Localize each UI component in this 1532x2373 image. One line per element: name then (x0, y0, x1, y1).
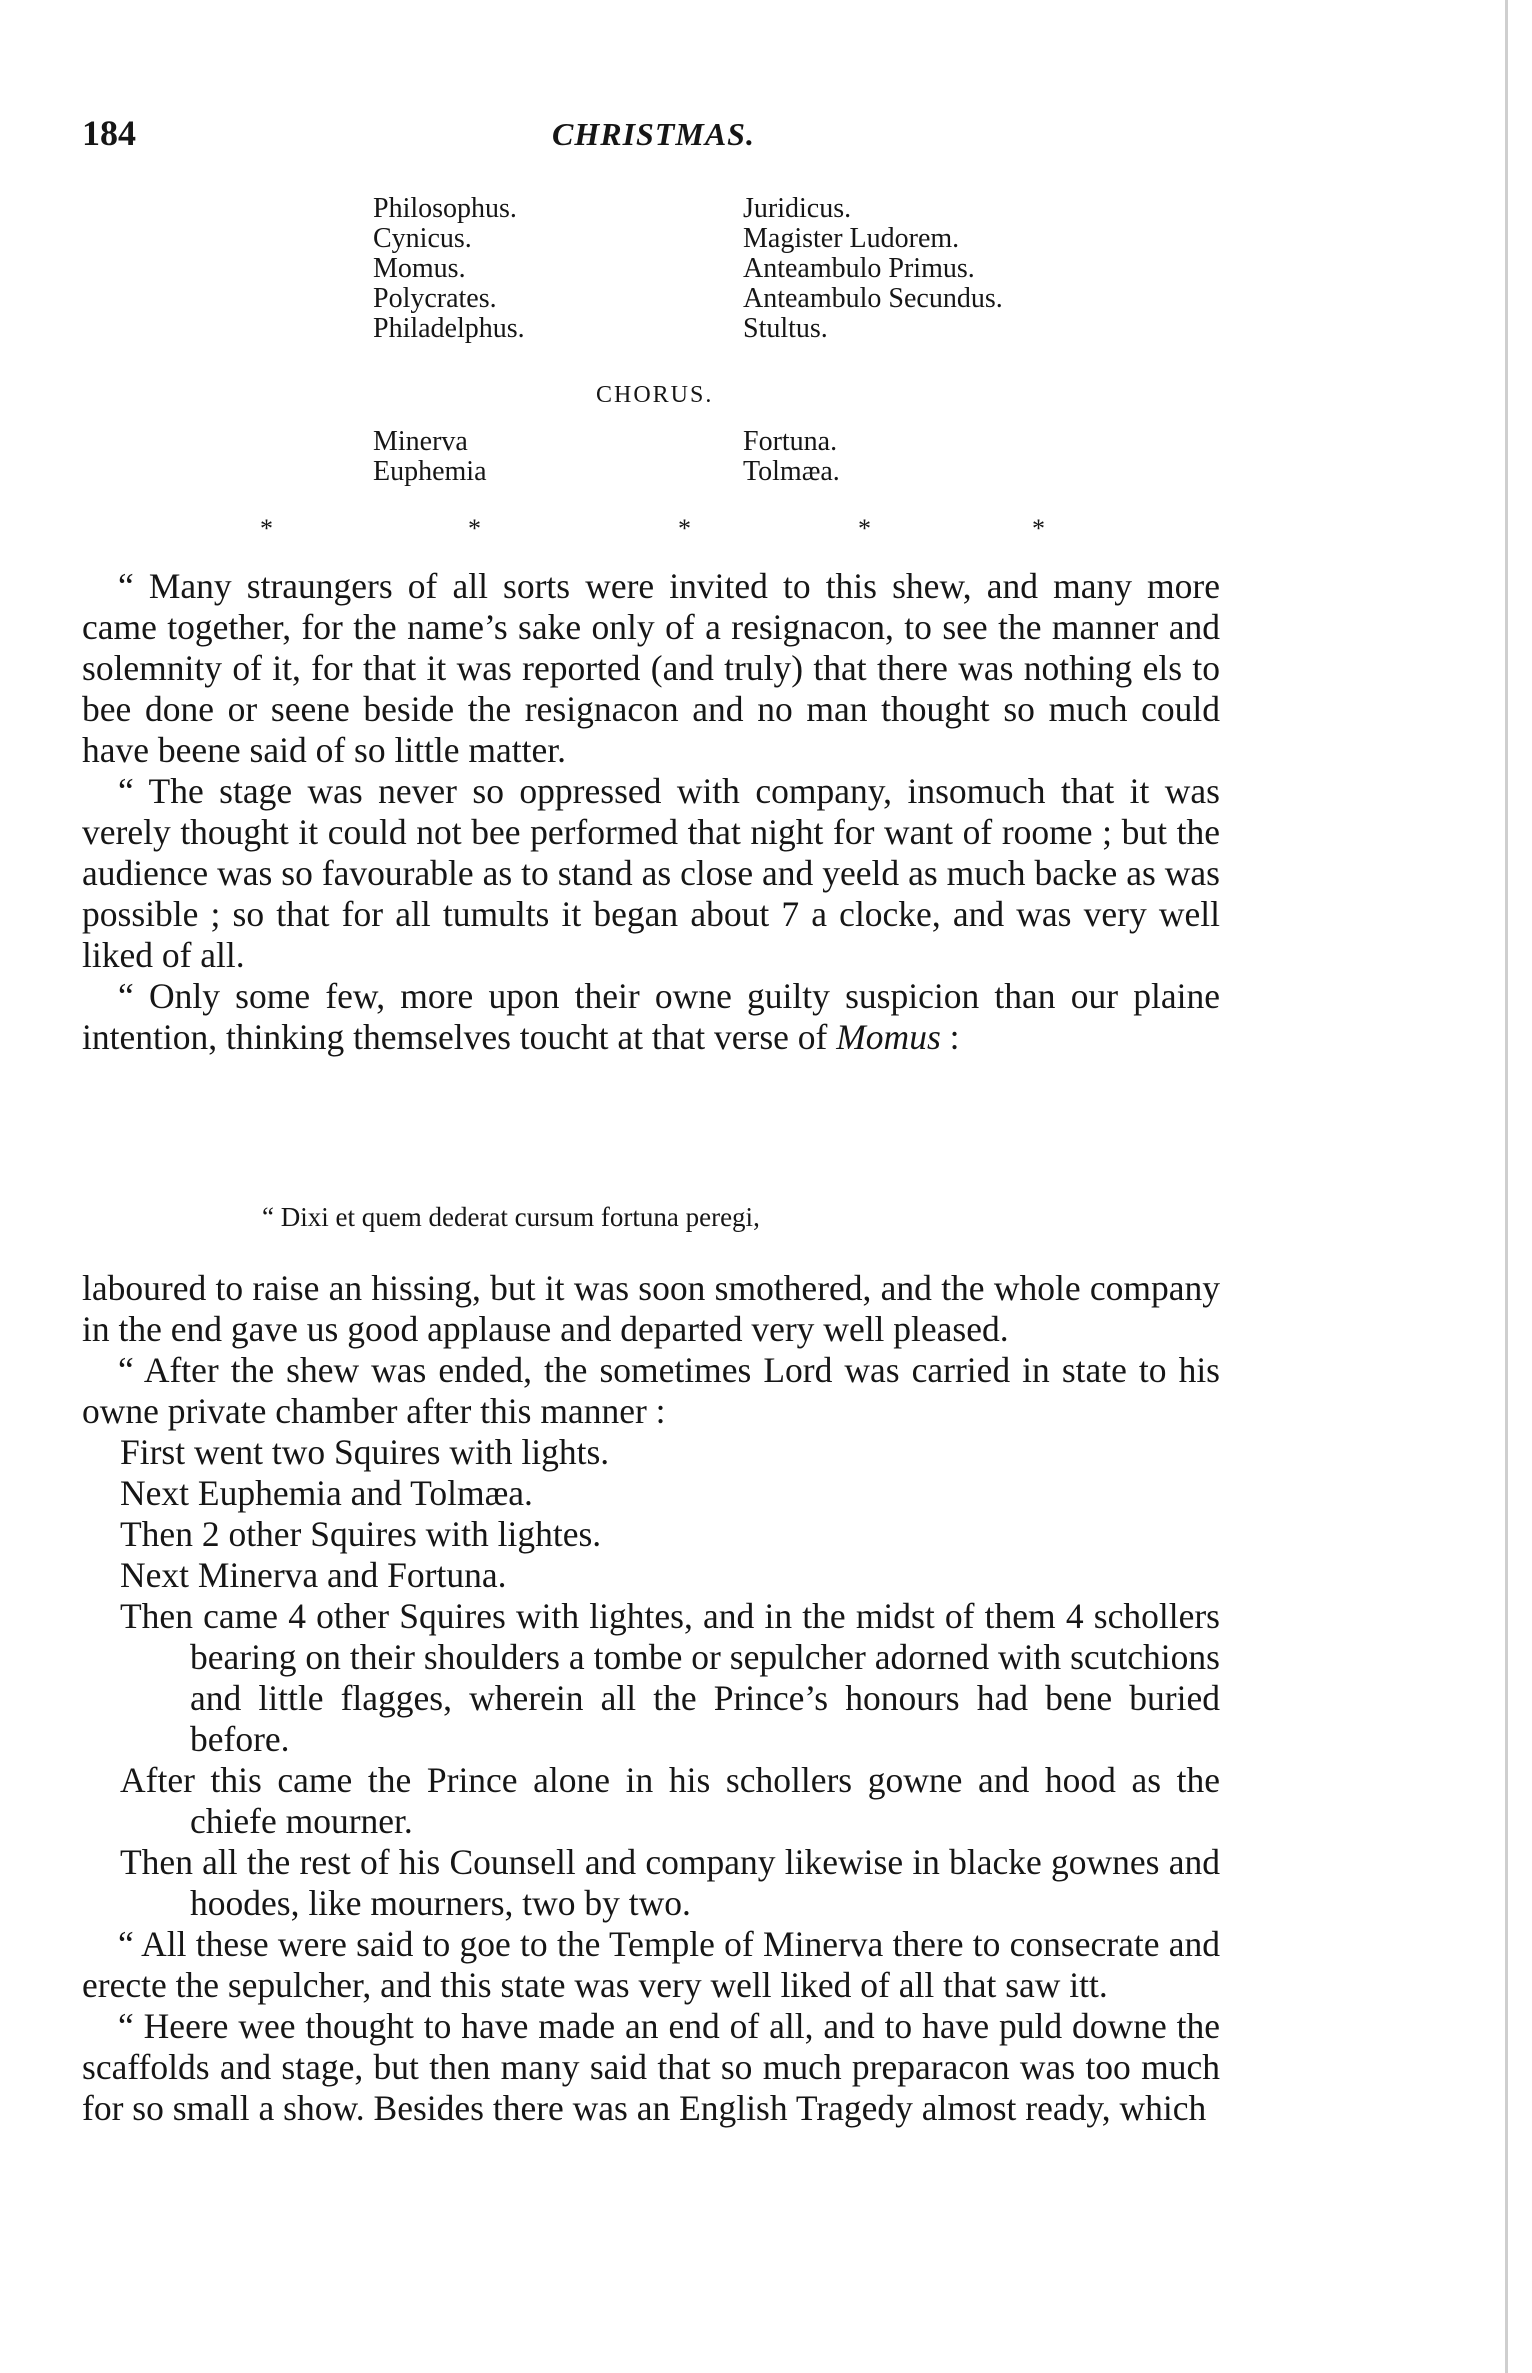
section-break (260, 514, 1060, 544)
procession-item: Then 2 other Squires with lightes. (120, 1514, 602, 1554)
chorus-name: Euphemia (373, 456, 487, 487)
chorus-name: Fortuna. (743, 426, 838, 457)
latin-quotation: “ Dixi et quem dederat cursum fortuna peregi, (262, 1202, 760, 1232)
cast-name: Magister Ludorem. (743, 223, 960, 254)
paragraph: “ All these were said to goe to the Temple of Minerva there to consecrate and erecte the sepulcher, and this state was very well liked of all that saw itt. (82, 1924, 1220, 2005)
procession-item: Then all the rest of his Counsell and company likewise in blacke gownes and hoodes, like mourners, two by two. (120, 1842, 1220, 1923)
paragraph: “ After the shew was ended, the sometimes Lord was carried in state to his owne private chamber after this manner : (82, 1350, 1220, 1431)
asterisk: * (260, 514, 273, 543)
asterisk: * (1032, 514, 1045, 543)
character-name: Momus (836, 1017, 941, 1057)
page-number: 184 (82, 113, 136, 153)
procession-item: Next Euphemia and Tolmæa. (120, 1473, 533, 1513)
cast-name: Juridicus. (743, 193, 852, 224)
paragraph: “ The stage was never so oppressed with company, insomuch that it was verely thought it could not bee performed that night for want of roome ; but the audience was so favourable as to stand as close and yeeld as much backe as was possible ; so that for all tumults it began about 7 a clocke, and was very well liked of all. (82, 771, 1220, 975)
cast-name: Momus. (373, 253, 466, 284)
page-edge-line (1505, 0, 1508, 2373)
procession-item: Next Minerva and Fortuna. (120, 1555, 507, 1595)
cast-name: Cynicus. (373, 223, 472, 254)
asterisk: * (678, 514, 691, 543)
cast-column-left (373, 194, 753, 344)
chorus-column-right (743, 427, 1123, 487)
procession-item: After this came the Prince alone in his schollers gowne and hood as the chiefe mourner. (120, 1760, 1220, 1841)
chorus-column-left (373, 427, 753, 487)
paragraph: laboured to raise an hissing, but it was soon smothered, and the whole company in the end gave us good applause and departed very well pleased. (82, 1268, 1220, 1349)
paragraph (82, 976, 1220, 1058)
chorus-heading: CHORUS. (596, 382, 714, 408)
procession-item: First went two Squires with lights. (120, 1432, 610, 1472)
cast-name: Stultus. (743, 313, 828, 344)
body-text-lower (82, 1268, 1220, 2129)
paragraph: “ Heere wee thought to have made an end of all, and to have puld downe the scaffolds and stage, but then many said that so much preparacon was too much for so small a show. Besides there was an English Tragedy almost ready, which (82, 2006, 1220, 2128)
cast-name: Polycrates. (373, 283, 497, 314)
paragraph: “ Many straungers of all sorts were invited to this shew, and many more came together, for the name’s sake only of a resignacon, to see the manner and solemnity of it, for that it was reported (and truly) that there was nothing els to bee done or seene beside the resignacon and no man thought so much could have beene said of so little matter. (82, 566, 1220, 770)
paragraph-text: “ Only some few, more upon their owne guilty suspicion than our plaine intention, thinking themselves toucht at that verse of (82, 976, 1220, 1057)
asterisk: * (468, 514, 481, 543)
paragraph-end: : (940, 1017, 960, 1057)
cast-name: Anteambulo Secundus. (743, 283, 1003, 314)
running-title: CHRISTMAS. (552, 116, 755, 152)
chorus-name: Tolmæa. (743, 456, 840, 487)
chorus-name: Minerva (373, 426, 468, 457)
body-text-upper (82, 566, 1220, 1058)
asterisk: * (858, 514, 871, 543)
cast-name: Philadelphus. (373, 313, 525, 344)
cast-column-right (743, 194, 1123, 344)
cast-name: Anteambulo Primus. (743, 253, 975, 284)
procession-item: Then came 4 other Squires with lightes, and in the midst of them 4 schollers bearing on their shoulders a tombe or sepulcher adorned with scutchions and little flagges, wherein all the Prince’s honours had bene buried before. (120, 1596, 1220, 1759)
cast-name: Philosophus. (373, 193, 517, 224)
